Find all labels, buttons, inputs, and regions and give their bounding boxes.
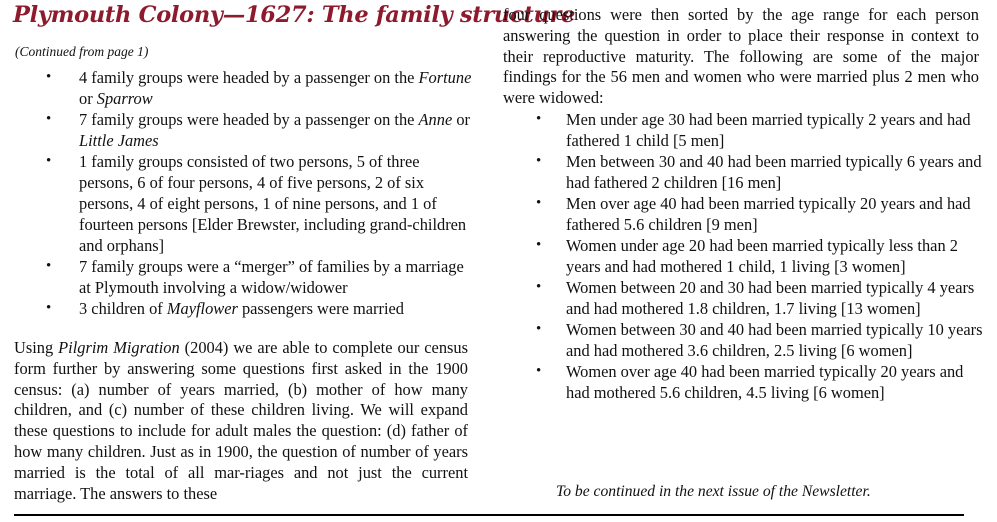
list-item: • 7 family groups were a “merger” of families by a marriage at Plymouth involving a widow/widower bbox=[46, 257, 464, 297]
list-item: • Women between 20 and 30 had been married typically 4 years and had mothered 1.8 children, 1.7 living [13 women] bbox=[536, 278, 975, 318]
list-item: • Women over age 40 had been married typically 20 years and had mothered 5.6 children, 4.5 living [6 women] bbox=[536, 362, 964, 402]
bullet-icon: • bbox=[536, 321, 542, 337]
bullet-icon: • bbox=[46, 258, 52, 274]
bullet-icon: • bbox=[46, 300, 52, 316]
bullet-icon: • bbox=[536, 279, 542, 295]
ship-name: Sparrow bbox=[96, 89, 153, 108]
bullet-icon: • bbox=[536, 153, 542, 169]
article-title: Plymouth Colony—1627: The family structure bbox=[13, 2, 576, 28]
bullet-icon: • bbox=[46, 111, 52, 127]
list-item: • 1 family groups consisted of two persons, 5 of three persons, 6 of four persons, 4 of five persons, 2 of six persons, 4 of eight persons, 1 of nine persons, and 1 of fourteen persons [Elder Brewster, including grand-children and orphans] bbox=[46, 152, 467, 255]
list-item: • 3 children of Mayflower passengers were married bbox=[46, 299, 404, 318]
family-groups-list bbox=[46, 67, 474, 319]
ship-name: Little James bbox=[79, 131, 159, 150]
list-item: • 4 family groups were headed by a passenger on the Fortune or Sparrow bbox=[46, 68, 472, 108]
continuation-note: To be continued in the next issue of the Newsletter. bbox=[556, 483, 871, 500]
list-item: • Men over age 40 had been married typically 20 years and had fathered 5.6 children [9 men] bbox=[536, 194, 971, 234]
ship-name: Fortune bbox=[418, 68, 472, 87]
list-item: • Men under age 30 had been married typically 2 years and had fathered 1 child [5 men] bbox=[536, 110, 971, 150]
book-title: Pilgrim Migration bbox=[58, 338, 180, 357]
ship-name: Mayflower bbox=[166, 299, 238, 318]
ship-name: Anne bbox=[418, 110, 453, 129]
continued-note: (Continued from page 1) bbox=[15, 44, 149, 59]
bullet-icon: • bbox=[536, 363, 542, 379]
list-item: • Women under age 20 had been married typically less than 2 years and had mothered 1 child, 1 living [3 women] bbox=[536, 236, 958, 276]
list-item: • 7 family groups were headed by a passenger on the Anne or Little James bbox=[46, 110, 470, 150]
bullet-icon: • bbox=[46, 69, 52, 85]
bottom-divider bbox=[14, 514, 964, 516]
list-item: • Men between 30 and 40 had been married typically 6 years and had fathered 2 children [16 men] bbox=[536, 152, 982, 192]
list-item: • Women between 30 and 40 had been married typically 10 years and had mothered 3.6 children, 2.5 living [6 women] bbox=[536, 320, 983, 360]
bullet-icon: • bbox=[46, 153, 52, 169]
findings-list bbox=[536, 109, 986, 403]
bullet-icon: • bbox=[536, 195, 542, 211]
census-paragraph: Using Pilgrim Migration (2004) we are able to complete our census form further by answering some questions first asked in the 1900 census: (a) number of years married, (b) mother of how many children, and (c) number of these children living. We will expand these questions to include for adult males the question: (d) father of how many children. Just as in 1900, the question of number of years married is the total of all mar-riages and not just the current marriage. The answers to these bbox=[14, 338, 468, 503]
bullet-icon: • bbox=[536, 237, 542, 253]
findings-intro-paragraph: four questions were then sorted by the age range for each person answering the question in order to place their response in context to their reproductive maturity. The following are some of the major findings for the 56 men and women who were married plus 2 men who were widowed: bbox=[503, 5, 979, 108]
bullet-icon: • bbox=[536, 111, 542, 127]
